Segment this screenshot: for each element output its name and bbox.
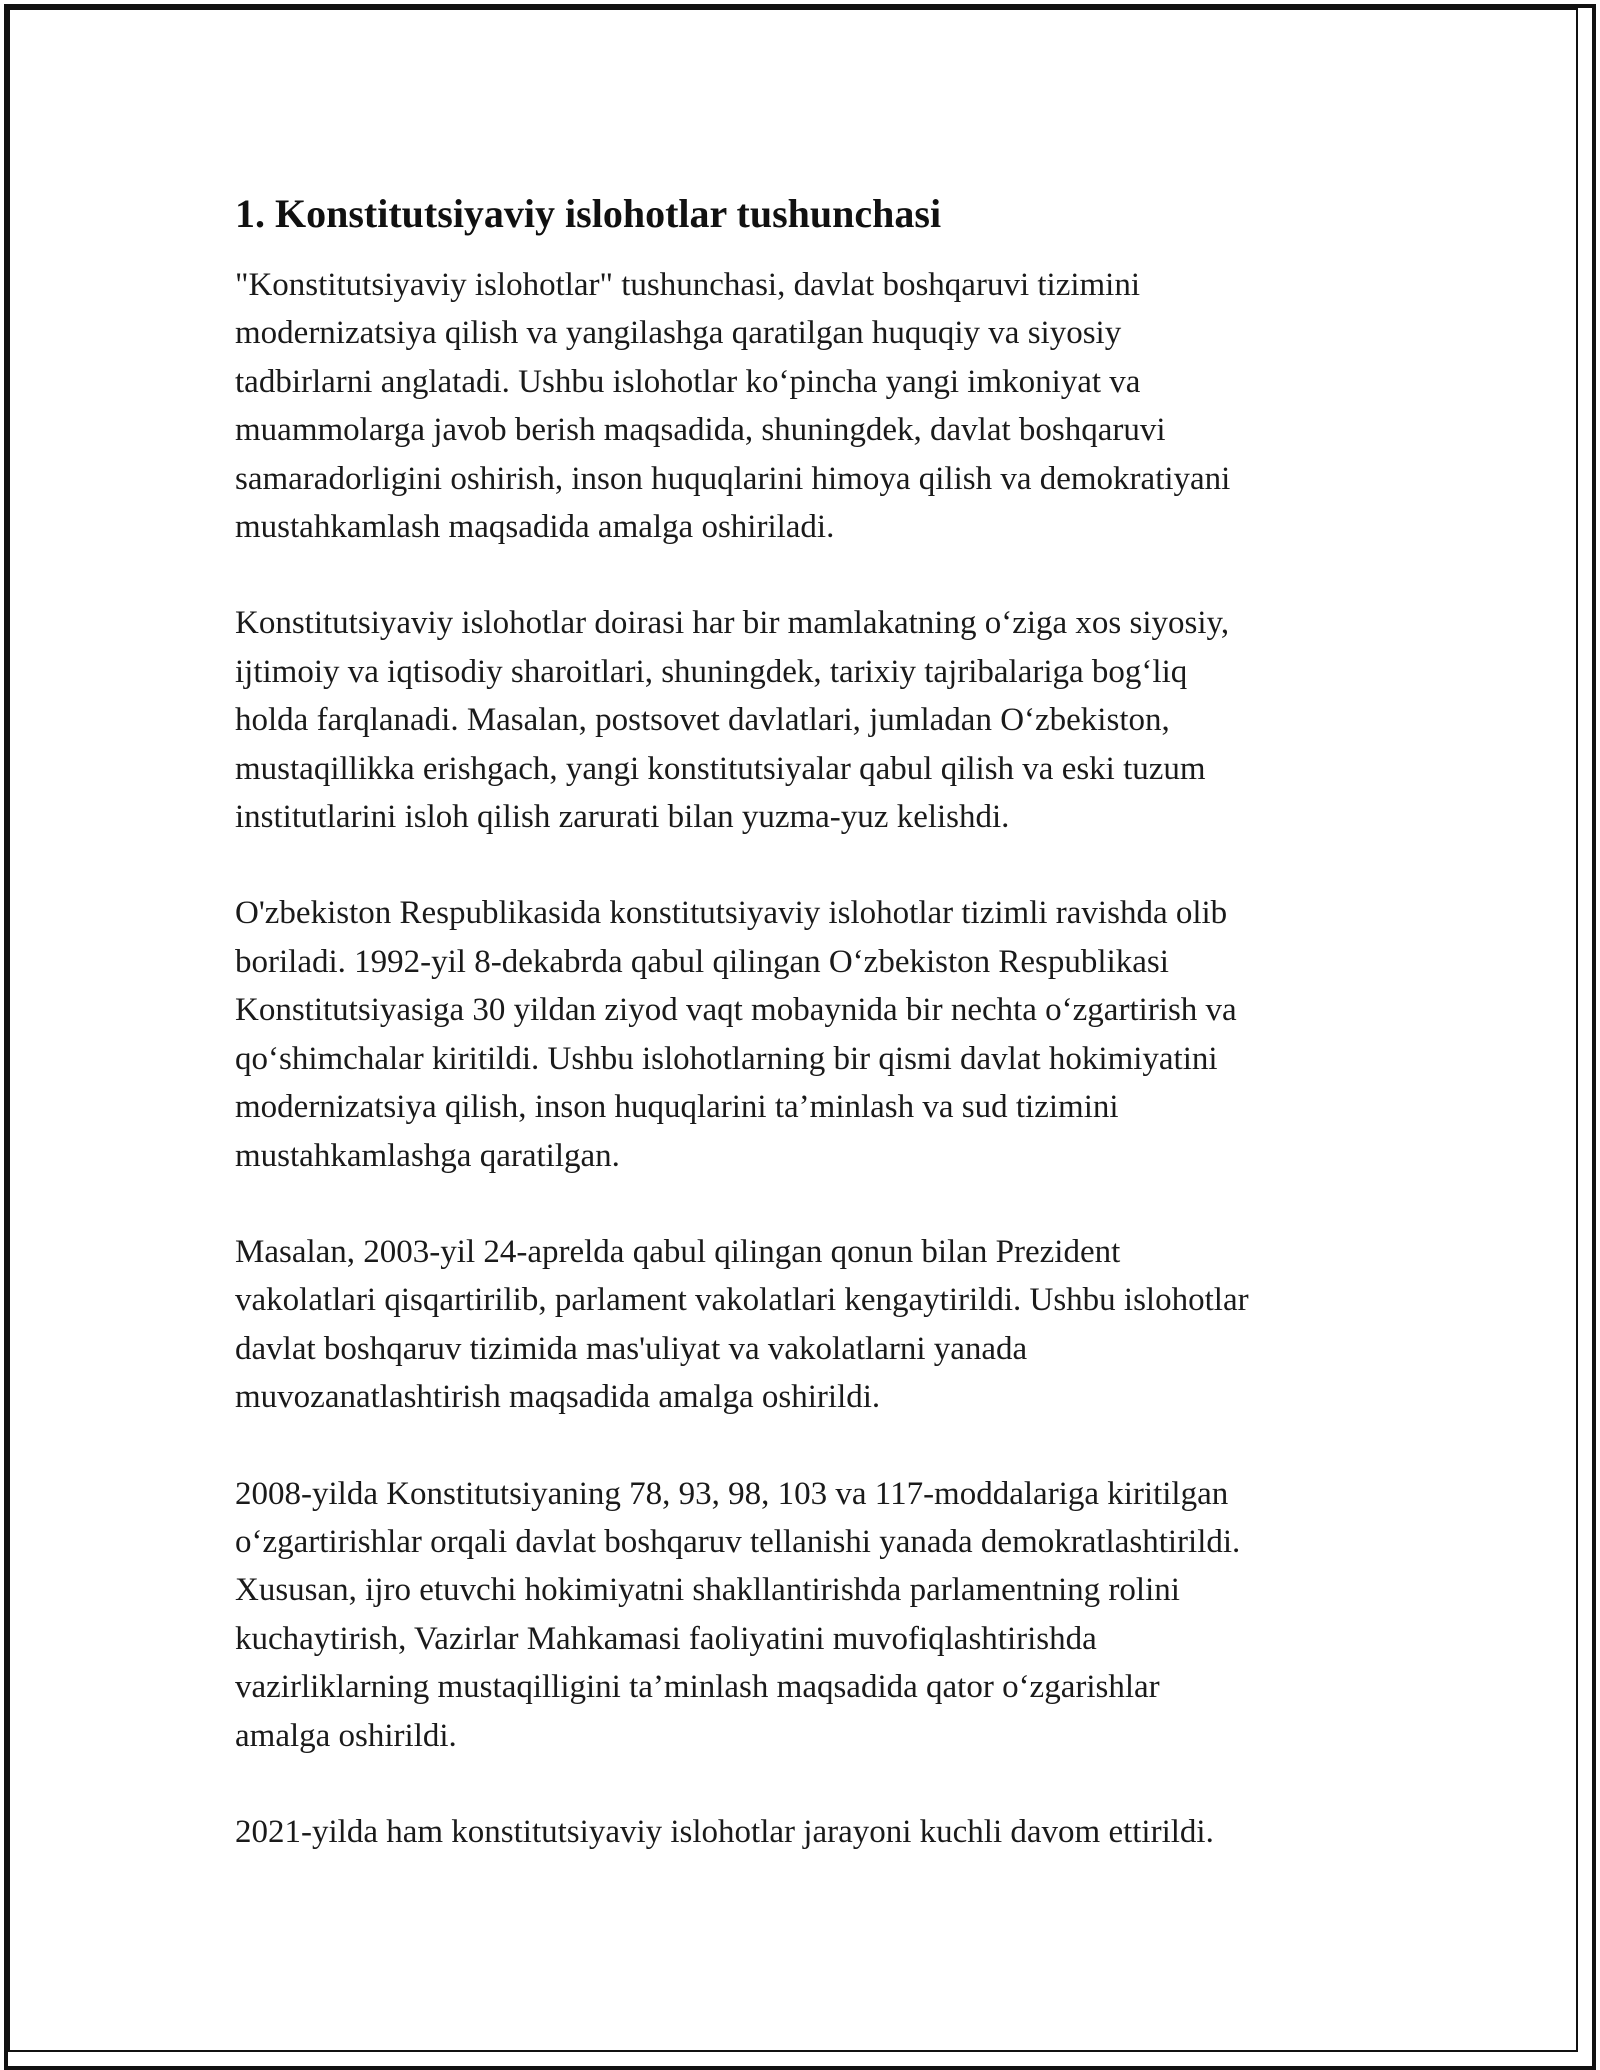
text-line: Masalan, 2003-yil 24-aprelda qabul qilingan qonun bilan Prezident [235,1233,1121,1270]
text-line: "Konstitutsiyaviy islohotlar" tushunchasi, davlat boshqaruvi tizimini [235,267,1141,303]
text-line: boriladi. 1992-yil 8-dekabrda qabul qilingan Oʻzbekiston Respublikasi [235,943,1169,980]
text-line: davlat boshqaruv tizimida mas'uliyat va vakolatlarni yanada [235,1330,1028,1367]
paragraph-2 [235,599,1375,841]
text-line: 2021-yilda ham konstitutsiyaviy islohotlar jarayoni kuchli davom ettirildi. [235,1813,1214,1850]
text-line: oʻzgartirishlar orqali davlat boshqaruv tellanishi yanada demokratlashtirildi. [235,1523,1241,1560]
text-line: kuchaytirish, Vazirlar Mahkamasi faoliyatini muvofiqlashtirishda [235,1620,1097,1657]
text-line: O'zbekiston Respublikasida konstitutsiyaviy islohotlar tizimli ravishda olib [235,895,1228,932]
text-line: modernizatsiya qilish, inson huquqlarini ta’minlash va sud tizimini [235,1089,1119,1126]
paragraph-3 [235,889,1375,1179]
text-line: mustahkamlash maqsadida amalga oshiriladi. [235,509,835,546]
text-line: muvozanatlashtirish maqsadida amalga oshirildi. [235,1379,881,1416]
paragraph-5 [235,1470,1375,1760]
text-line: ijtimoiy va iqtisodiy sharoitlari, shuningdek, tarixiy tajribalariga bogʻliq [235,653,1188,690]
section-heading: 1. Konstitutsiyaviy islohotlar tushunchasi [235,191,942,236]
text-line: amalga oshirildi. [235,1717,457,1754]
text-line: Xususan, ijro etuvchi hokimiyatni shakllantirishda parlamentning rolini [235,1572,1180,1609]
text-line: muammolarga javob berish maqsadida, shuningdek, davlat boshqaruvi [235,412,1166,449]
text-line: Konstitutsiyasiga 30 yildan ziyod vaqt mobaynida bir nechta oʻzgartirish va [235,992,1237,1029]
text-line: institutlarini isloh qilish zarurati bilan yuzma-yuz kelishdi. [235,799,1010,836]
text-line: tadbirlarni anglatadi. Ushbu islohotlar koʻpincha yangi imkoniyat va [235,363,1141,400]
text-line: samaradorligini oshirish, inson huquqlarini himoya qilish va demokratiyani [235,460,1231,497]
text-line: qoʻshimchalar kiritildi. Ushbu islohotlarning bir qismi davlat hokimiyatini [235,1040,1218,1077]
text-line: 2008-yilda Konstitutsiyaning 78, 93, 98, 103 va 117-moddalariga kiritilgan [235,1475,1229,1512]
text-line: vakolatlari qisqartirilib, parlament vakolatlari kengaytirildi. Ushbu islohotlar [235,1282,1249,1319]
document-body [235,185,1375,1904]
paragraph-6 [235,1808,1375,1856]
text-line: modernizatsiya qilish va yangilashga qaratilgan huquqiy va siyosiy [235,315,1122,352]
text-line: Konstitutsiyaviy islohotlar doirasi har bir mamlakatning oʻziga xos siyosiy, [235,605,1230,642]
text-line: mustahkamlashga qaratilgan. [235,1137,620,1174]
paragraph-4 [235,1228,1375,1422]
text-line: holda farqlanadi. Masalan, postsovet davlatlari, jumladan Oʻzbekiston, [235,702,1170,739]
text-line: vazirliklarning mustaqilligini ta’minlash maqsadida qator oʻzgarishlar [235,1669,1160,1706]
paragraph-1 [235,261,1375,551]
text-line: mustaqillikka erishgach, yangi konstitutsiyalar qabul qilish va eski tuzum [235,750,1206,787]
